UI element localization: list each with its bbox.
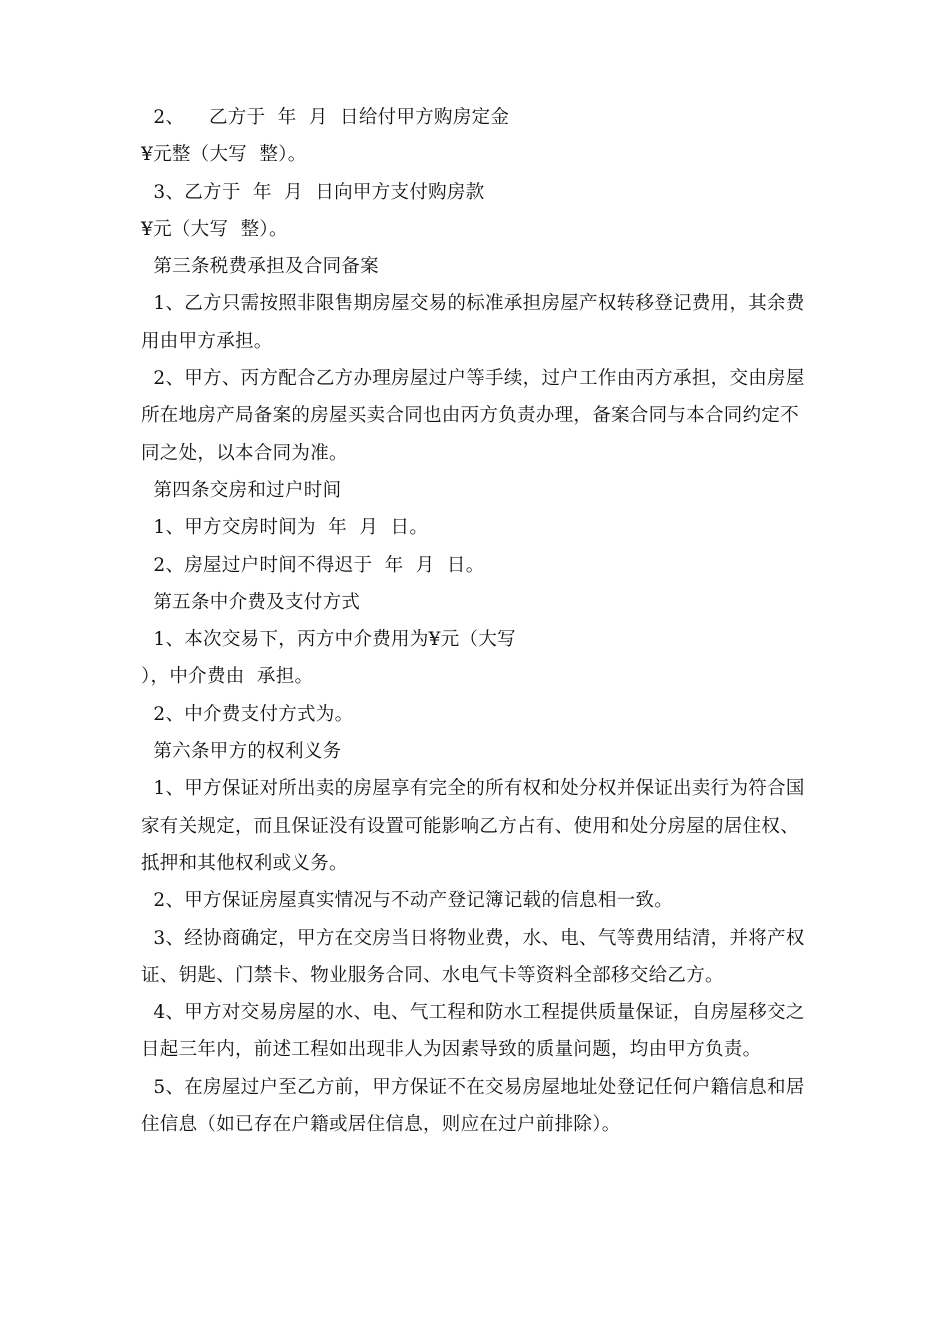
article-3-item-2: 2、甲方、丙方配合乙方办理房屋过户等手续，过户工作由丙方承担，交由房屋所在地房产局备案的房屋买卖合同也由丙方负责办理，备案合同与本合同约定不同之处，以本合同为准。 — [141, 368, 805, 464]
clause-2-deposit-line: 2、 乙方于 年 月 日给付甲方购房定金 — [141, 107, 510, 128]
document-body — [141, 99, 809, 1143]
article-4-item-2: 2、房屋过户时间不得迟于 年 月 日。 — [141, 554, 485, 576]
article-5-item-2: 2、中介费支付方式为。 — [141, 703, 354, 725]
article-6-item-3: 3、经协商确定，甲方在交房当日将物业费，水、电、气等费用结清，并将产权证、钥匙、门禁卡、物业服务合同、水电气卡等资料全部移交给乙方。 — [141, 927, 805, 986]
article-5-item-1-cont: ），中介费由 承担。 — [141, 666, 314, 688]
article-4-heading: 第四条交房和过户时间 — [141, 479, 342, 501]
article-4-item-1: 1、甲方交房时间为 年 月 日。 — [141, 517, 429, 539]
article-6-heading: 第六条甲方的权利义务 — [141, 741, 342, 763]
article-3-item-1: 1、乙方只需按照非限售期房屋交易的标准承担房屋产权转移登记费用，其余费用由甲方承担。 — [141, 293, 805, 352]
clause-3-payment-line: 3、乙方于 年 月 日向甲方支付购房款 — [141, 181, 485, 203]
article-6-item-5: 5、在房屋过户至乙方前，甲方保证不在交易房屋地址处登记任何户籍信息和居住信息（如已存在户籍或居住信息，则应在过户前排除）。 — [141, 1076, 805, 1136]
article-3-heading: 第三条税费承担及合同备案 — [141, 256, 379, 278]
article-5-heading: 第五条中介费及支付方式 — [141, 591, 361, 613]
article-5-item-1: 1、本次交易下，丙方中介费用为¥元（大写 — [141, 629, 516, 651]
article-6-item-1: 1、甲方保证对所出卖的房屋享有完全的所有权和处分权并保证出卖行为符合国家有关规定，而且保证没有设置可能影响乙方占有、使用和处分房屋的居住权、抵押和其他权利或义务。 — [141, 778, 805, 874]
clause-3-payment-amount: ¥元（大写 整）。 — [141, 218, 288, 240]
clause-2-deposit-amount: ¥元整（大写 整）。 — [141, 144, 307, 166]
article-6-item-4: 4、甲方对交易房屋的水、电、气工程和防水工程提供质量保证，自房屋移交之日起三年内，前述工程如出现非人为因素导致的质量问题，均由甲方负责。 — [141, 1002, 805, 1061]
article-6-item-2: 2、甲方保证房屋真实情况与不动产登记簿记载的信息相一致。 — [141, 890, 674, 912]
